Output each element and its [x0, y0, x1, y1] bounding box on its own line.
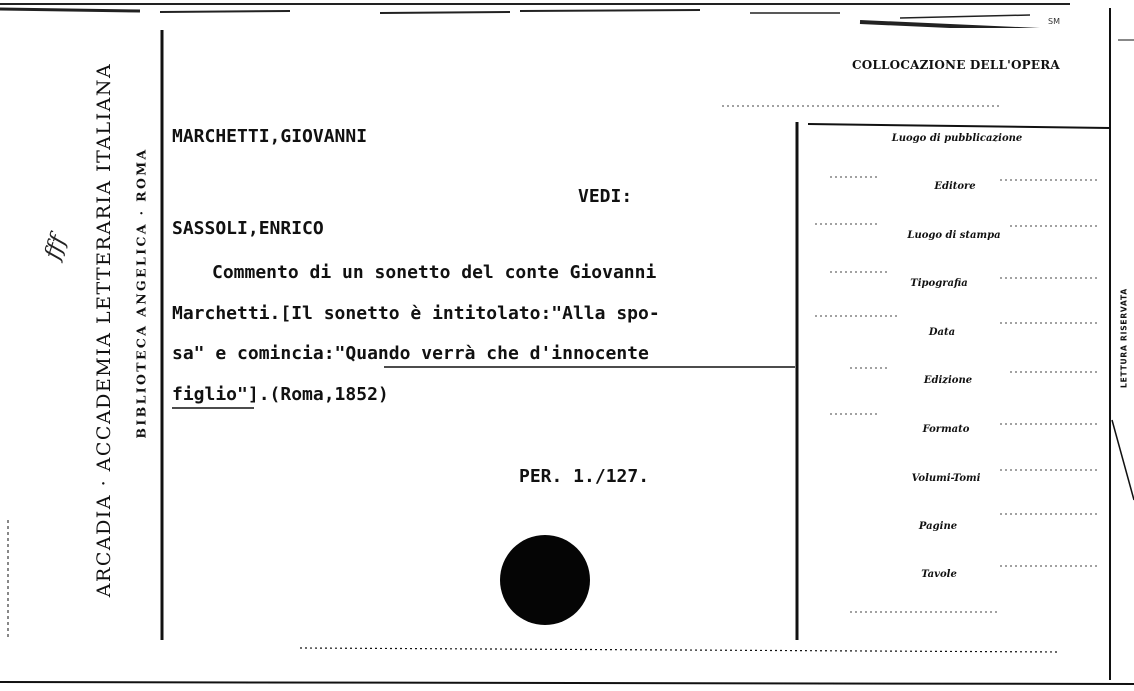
collocation-title: COLLOCAZIONE DELL'OPERA [852, 58, 1060, 72]
field-label-publisher: Editore [934, 181, 976, 192]
description-line: Commento di un sonetto del conte Giovanni [212, 262, 657, 283]
field-label-place-of-printing: Luogo di stampa [907, 230, 1001, 241]
field-label-place-of-publication: Luogo di pubblicazione [891, 133, 1023, 144]
svg-text:SM: SM [1048, 17, 1060, 26]
description-line: sa" e comincia:"Quando verrà che d'innocente [172, 343, 649, 364]
field-label-format: Formato [922, 424, 970, 435]
field-label-edition: Edizione [923, 375, 973, 386]
punch-hole [500, 535, 590, 625]
see-reference-author: SASSOLI,ENRICO [172, 218, 324, 239]
field-label-pages: Pagine [918, 521, 958, 532]
author-heading: MARCHETTI,GIOVANNI [172, 126, 368, 147]
description-line: Marchetti.[Il sonetto è intitolato:"Alla spo- [172, 303, 660, 324]
field-label-volumes: Volumi-Tomi [911, 473, 981, 484]
shelfmark: PER. 1./127. [519, 466, 650, 487]
field-label-printer: Tipografia [910, 278, 968, 289]
handwritten-mark: fff [40, 232, 72, 263]
field-label-date: Data [928, 327, 956, 338]
description-line: figlio"].(Roma,1852) [172, 384, 389, 405]
see-reference-label: VEDI: [578, 186, 633, 207]
field-label-plates: Tavole [921, 569, 957, 580]
